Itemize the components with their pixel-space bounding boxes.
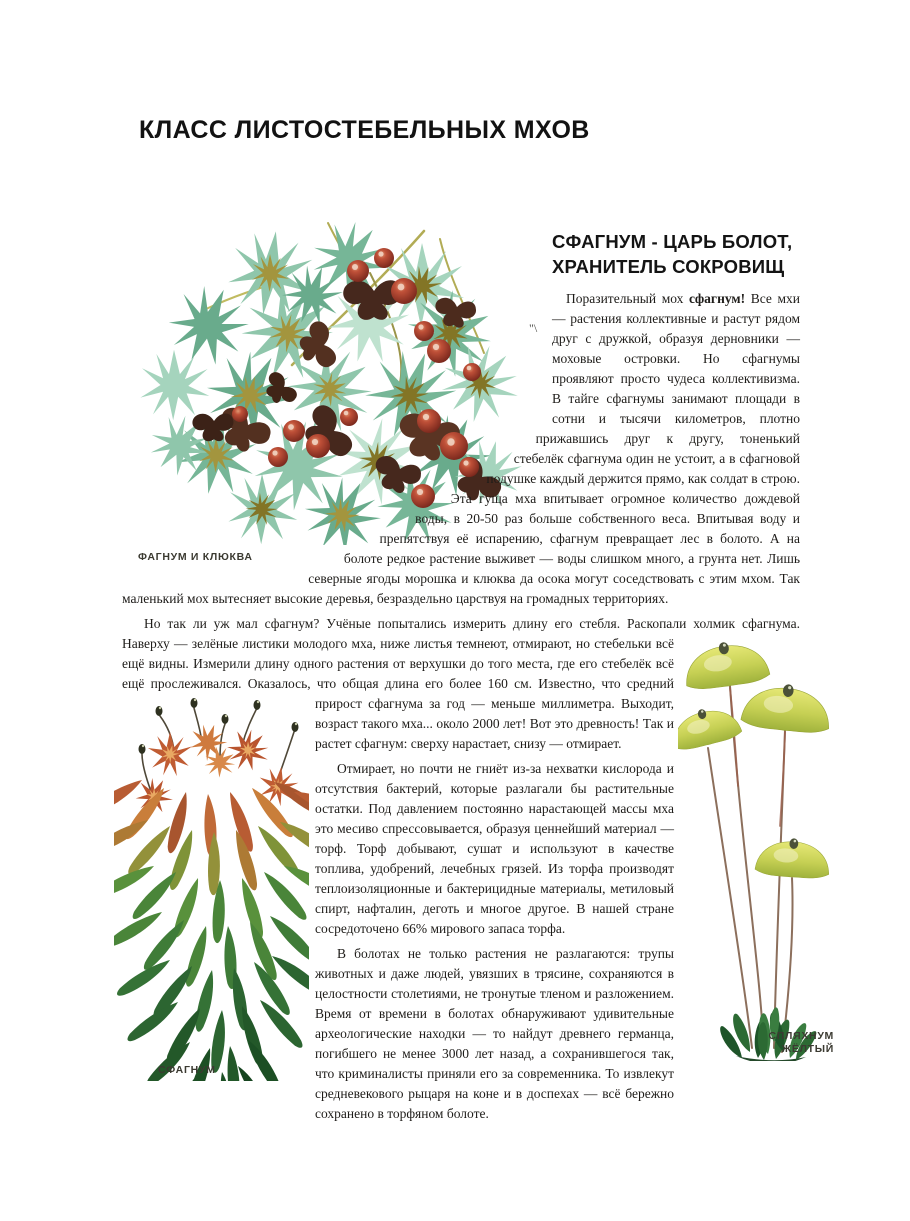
page-title: КЛАСС ЛИСТОСТЕБЕЛЬНЫХ МХОВ (139, 116, 590, 144)
article-heading-line1: СФАГНУМ - ЦАРЬ БОЛОТ, (552, 231, 793, 252)
caption-splachnum-line2: ЖЁЛТЫЙ (781, 1043, 834, 1055)
article-body (122, 215, 834, 1129)
caption-splachnum-line1: СПЛЯХНУМ (768, 1030, 834, 1042)
sphagnum-drawing (114, 696, 309, 1081)
paragraph-intro-bold-term: сфагнум! (689, 291, 746, 306)
article-heading-line2: ХРАНИТЕЛЬ СОКРОВИЩ (552, 256, 785, 277)
caption-splachnum (746, 1030, 834, 1056)
splachnum-drawing (678, 636, 838, 1061)
caption-sphagnum: СФАГНУМ (158, 1064, 216, 1076)
paragraph-peat-text: Отмирает, но почти не гниёт из-за нехватки кислорода и отсутствия бактерий, которые разлагали бы растительные остатки. Под давлением постоянно нарастающей массы мха это месиво спрессовывается, образуя ценнейший материал — торф. Торф добывают, сушат и используют в качестве топлива, удобрений, лечебных грязей. Из торфа производят теплоизоляционные и бактерицидные материалы, метиловый спирт, нафталин, деготь и многое другое. В нашей стране сосредоточено 66% мирового запаса торфа. (315, 761, 674, 936)
paragraph-intro-lead: Поразительный мох (566, 291, 684, 306)
caption-moss-cranberry: ФАГНУМ И КЛЮКВА (138, 551, 253, 563)
scan-artifact-mark: "\ (529, 321, 538, 335)
paragraph-measuring-part3: Известно, что средний прирост сфагнума за год — меньше миллиметра. Выходит, возраст такого мха... около 2000 лет! Вот это древность! Так и растет сфагнум: сверху нарастает, снизу — отмирает. (315, 676, 675, 751)
sphagnum-illustration (114, 696, 309, 1106)
splachnum-illustration (678, 636, 838, 1086)
paragraph-measuring-part2: отмирают, но стебельки всё ещё видны. Измерили длину одного растения от верхушки до того места, где его стебелёк всё ещё прослеживался. Оказалось, что общая длина его более 160 см. (122, 636, 675, 691)
paragraph-bog-finds-text: В болотах не только растения не разлагаются: трупы животных и даже людей, увязших в трясине, сохраняются в целостности столетиями, не тронутые тленом и разложением. Время от времени в болотах обнаруживают удивительные археологические находки — то найдут древнего германца, погибшего не менее 3000 лет назад, а сохранившегося так, что криминалисты приняли его за современника. То извлекут средневекового рыцаря на коне и в доспехах — всё бережно сохранено в торфяном болоте. (315, 946, 674, 1121)
paragraph-intro-rest: Все мхи — растения коллективные и растут рядом друг с дружкой, образуя дерновники — моховые островки. Но сфагнумы проявляют просто чудеса коллективизма. В тайге сфагнумы занимают площади в сотни и тысячи километров, плотно прижавшись друг к другу, тоненький стебелёк сфагнума один не устоит, а в сфагновой подушке каждый держится прямо, как солдат в строю. Эта гуща мха впитывает огромное количество дождевой воды, в 20-50 раз больше собственного веса. Впитывая воду и препятствуя её испарению, сфагнум превращает лес в болото. А на болоте редкое растение выживет — воды слишком много, а грунта нет. Лишь северные ягоды морошка и клюква да осока могут соседствовать с этим мхом. Так маленький мох вытесняет высокие деревья, безраздельно царствуя на громадных территориях. (122, 291, 800, 606)
paragraph-measuring-part1: Но так ли уж мал сфагнум? Учёные попытались измерить длину его стебля. Раскопали холмик сфагнума. Наверху — зелёные листики молодого мха, ниже листья темнеют, (122, 616, 800, 651)
